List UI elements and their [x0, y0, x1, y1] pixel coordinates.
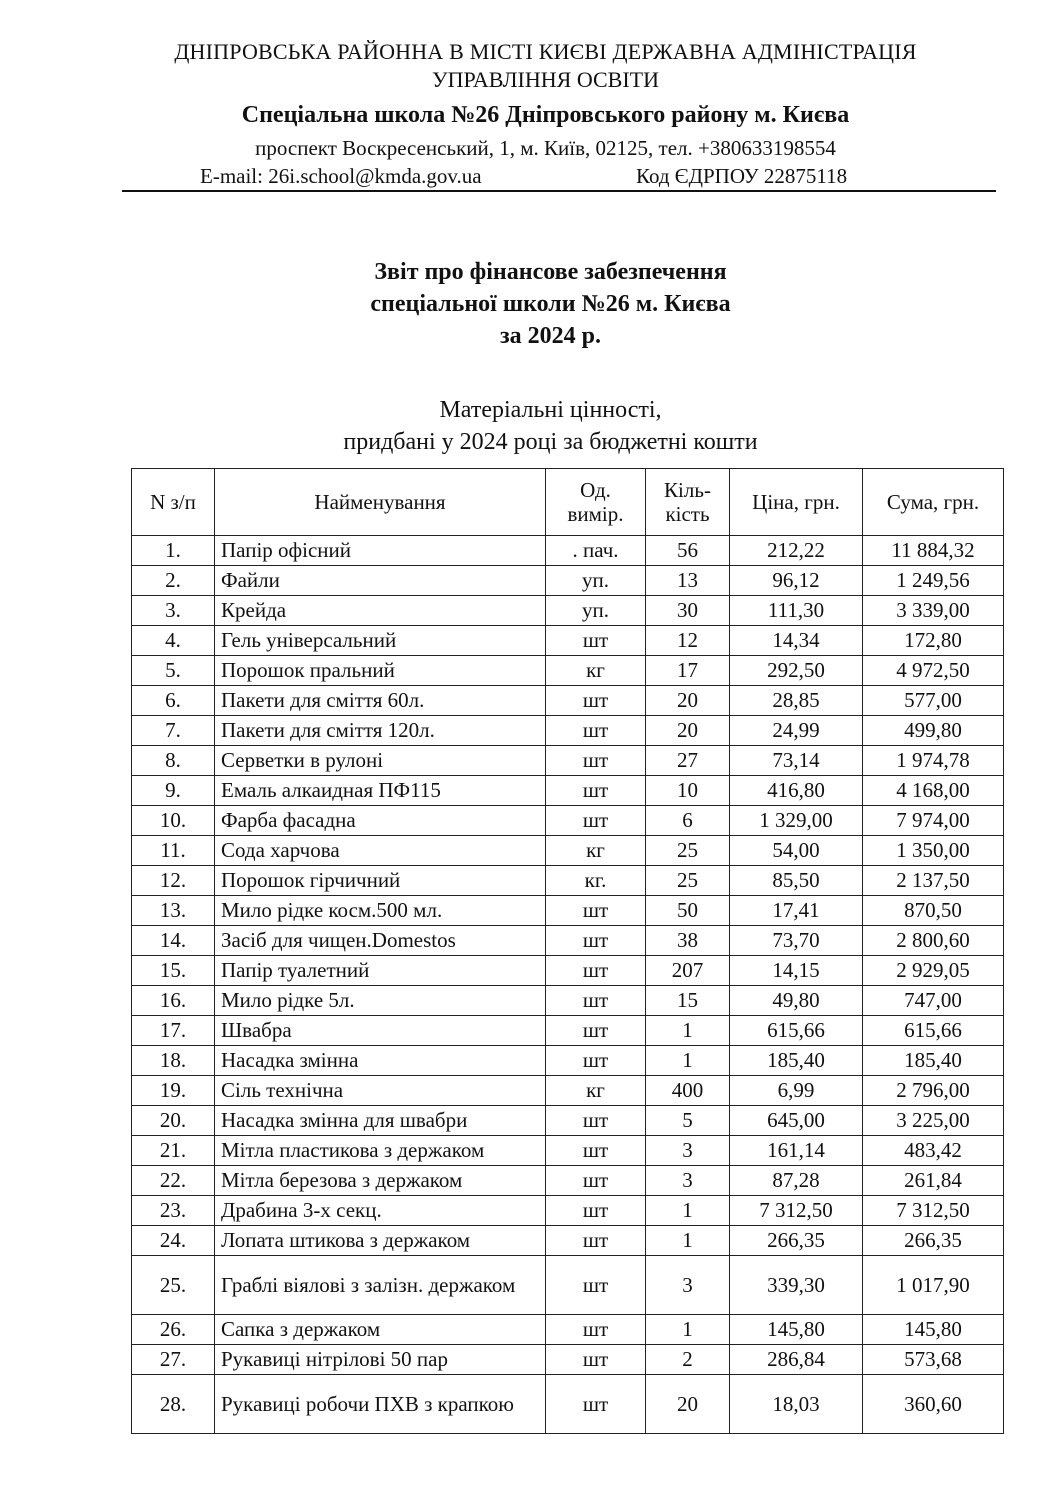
- row-number: 14.: [132, 926, 215, 956]
- item-unit: шт: [546, 896, 646, 926]
- item-sum: 172,80: [863, 626, 1004, 656]
- item-name: Порошок пральний: [215, 656, 546, 686]
- item-price: 1 329,00: [730, 806, 863, 836]
- item-quantity: 10: [646, 776, 730, 806]
- item-price: 85,50: [730, 866, 863, 896]
- row-number: 8.: [132, 746, 215, 776]
- item-price: 286,84: [730, 1345, 863, 1375]
- item-quantity: 20: [646, 1375, 730, 1434]
- item-name: Швабра: [215, 1016, 546, 1046]
- department-name: УПРАВЛІННЯ ОСВІТИ: [432, 67, 659, 92]
- item-name: Насадка змінна: [215, 1046, 546, 1076]
- row-number: 16.: [132, 986, 215, 1016]
- item-sum: 3 339,00: [863, 596, 1004, 626]
- item-quantity: 3: [646, 1136, 730, 1166]
- item-name: Гель універсальний: [215, 626, 546, 656]
- item-price: 14,15: [730, 956, 863, 986]
- row-number: 26.: [132, 1315, 215, 1345]
- item-price: 292,50: [730, 656, 863, 686]
- item-unit: шт: [546, 1375, 646, 1434]
- item-quantity: 3: [646, 1166, 730, 1196]
- item-sum: 2 800,60: [863, 926, 1004, 956]
- item-quantity: 5: [646, 1106, 730, 1136]
- subtitle-line: Матеріальні цінності,: [439, 397, 662, 423]
- item-name: Папір туалетний: [215, 956, 546, 986]
- header-unit-line: Од.: [580, 478, 611, 502]
- item-sum: 2 929,05: [863, 956, 1004, 986]
- item-name: Файли: [215, 566, 546, 596]
- item-name: Мітла березова з держаком: [215, 1166, 546, 1196]
- row-number: 1.: [132, 536, 215, 566]
- item-sum: 2 137,50: [863, 866, 1004, 896]
- item-name: Порошок гірчичний: [215, 866, 546, 896]
- school-name: Спеціальна школа №26 Дніпровського району м. Києва: [241, 102, 850, 128]
- table-row: [132, 1196, 1004, 1226]
- table-row: [132, 566, 1004, 596]
- table-row: [132, 1315, 1004, 1345]
- item-price: 339,30: [730, 1256, 863, 1315]
- item-sum: 185,40: [863, 1046, 1004, 1076]
- item-sum: 1 974,78: [863, 746, 1004, 776]
- item-price: 185,40: [730, 1046, 863, 1076]
- item-quantity: 1: [646, 1016, 730, 1046]
- table-header-row: [132, 469, 1004, 536]
- item-price: 266,35: [730, 1226, 863, 1256]
- item-sum: 266,35: [863, 1226, 1004, 1256]
- item-price: 6,99: [730, 1076, 863, 1106]
- item-price: 17,41: [730, 896, 863, 926]
- item-unit: уп.: [546, 566, 646, 596]
- header-qty-line: кість: [665, 502, 710, 526]
- row-number: 6.: [132, 686, 215, 716]
- table-row: [132, 866, 1004, 896]
- item-quantity: 1: [646, 1046, 730, 1076]
- item-sum: 4 972,50: [863, 656, 1004, 686]
- report-title: [0, 256, 1061, 352]
- item-price: 161,14: [730, 1136, 863, 1166]
- item-quantity: 400: [646, 1076, 730, 1106]
- item-unit: шт: [546, 1315, 646, 1345]
- table-row: [132, 1136, 1004, 1166]
- item-price: 73,14: [730, 746, 863, 776]
- item-unit: кг: [546, 1076, 646, 1106]
- item-price: 145,80: [730, 1315, 863, 1345]
- row-number: 20.: [132, 1106, 215, 1136]
- row-number: 13.: [132, 896, 215, 926]
- table-row: [132, 596, 1004, 626]
- item-name: Мітла пластикова з держаком: [215, 1136, 546, 1166]
- header-unit-line: вимір.: [567, 502, 624, 526]
- table-row: [132, 1016, 1004, 1046]
- item-name: Папір офісний: [215, 536, 546, 566]
- header-name: Найменування: [215, 469, 546, 536]
- row-number: 7.: [132, 716, 215, 746]
- table-row: [132, 656, 1004, 686]
- item-quantity: 13: [646, 566, 730, 596]
- table-row: [132, 896, 1004, 926]
- item-price: 49,80: [730, 986, 863, 1016]
- item-price: 7 312,50: [730, 1196, 863, 1226]
- item-name: Мило рідке косм.500 мл.: [215, 896, 546, 926]
- item-unit: шт: [546, 746, 646, 776]
- table-row: [132, 716, 1004, 746]
- item-unit: шт: [546, 1166, 646, 1196]
- item-unit: шт: [546, 1196, 646, 1226]
- header-sum: Сума, грн.: [863, 469, 1004, 536]
- item-quantity: 3: [646, 1256, 730, 1315]
- item-price: 96,12: [730, 566, 863, 596]
- item-price: 73,70: [730, 926, 863, 956]
- header-divider: [122, 190, 996, 192]
- materials-table: [131, 468, 1004, 1434]
- table-row: [132, 1076, 1004, 1106]
- item-quantity: 207: [646, 956, 730, 986]
- school-email: E-mail: 26i.school@kmda.gov.ua: [200, 164, 482, 188]
- header-num: N з/п: [132, 469, 215, 536]
- item-price: 14,34: [730, 626, 863, 656]
- item-price: 645,00: [730, 1106, 863, 1136]
- item-sum: 11 884,32: [863, 536, 1004, 566]
- item-sum: 7 974,00: [863, 806, 1004, 836]
- item-sum: 4 168,00: [863, 776, 1004, 806]
- item-quantity: 56: [646, 536, 730, 566]
- row-number: 5.: [132, 656, 215, 686]
- report-title-line: Звіт про фінансове забезпечення: [374, 259, 727, 285]
- item-unit: шт: [546, 926, 646, 956]
- administration-name: ДНІПРОВСЬКА РАЙОННА В МІСТІ КИЄВІ ДЕРЖАВНА АДМІНІСТРАЦІЯ: [174, 39, 917, 64]
- item-quantity: 12: [646, 626, 730, 656]
- item-name: Емаль алкаидная ПФ115: [215, 776, 546, 806]
- item-name: Лопата штикова з держаком: [215, 1226, 546, 1256]
- item-name: Насадка змінна для швабри: [215, 1106, 546, 1136]
- table-row: [132, 536, 1004, 566]
- item-name: Сода харчова: [215, 836, 546, 866]
- item-unit: шт: [546, 1226, 646, 1256]
- table-row: [132, 986, 1004, 1016]
- item-unit: кг.: [546, 866, 646, 896]
- item-quantity: 1: [646, 1226, 730, 1256]
- contacts-line: [0, 162, 1061, 190]
- item-unit: шт: [546, 1136, 646, 1166]
- item-quantity: 50: [646, 896, 730, 926]
- table-body: [132, 536, 1004, 1434]
- table-row: [132, 1345, 1004, 1375]
- school-address: проспект Воскресенський, 1, м. Київ, 02125, тел. +380633198554: [255, 136, 836, 160]
- item-price: 24,99: [730, 716, 863, 746]
- item-unit: кг: [546, 656, 646, 686]
- table-row: [132, 1046, 1004, 1076]
- row-number: 9.: [132, 776, 215, 806]
- item-unit: . пач.: [546, 536, 646, 566]
- report-title-line: спеціальної школи №26 м. Києва: [370, 291, 731, 317]
- row-number: 10.: [132, 806, 215, 836]
- row-number: 22.: [132, 1166, 215, 1196]
- item-price: 615,66: [730, 1016, 863, 1046]
- table-row: [132, 926, 1004, 956]
- item-price: 111,30: [730, 596, 863, 626]
- item-unit: шт: [546, 1046, 646, 1076]
- item-price: 87,28: [730, 1166, 863, 1196]
- table-row: [132, 1375, 1004, 1434]
- row-number: 23.: [132, 1196, 215, 1226]
- header-unit: [546, 469, 646, 536]
- item-quantity: 15: [646, 986, 730, 1016]
- row-number: 18.: [132, 1046, 215, 1076]
- item-sum: 261,84: [863, 1166, 1004, 1196]
- item-sum: 2 796,00: [863, 1076, 1004, 1106]
- row-number: 17.: [132, 1016, 215, 1046]
- subtitle-line: придбані у 2024 році за бюджетні кошти: [343, 429, 758, 455]
- row-number: 12.: [132, 866, 215, 896]
- row-number: 15.: [132, 956, 215, 986]
- item-sum: 573,68: [863, 1345, 1004, 1375]
- item-name: Крейда: [215, 596, 546, 626]
- item-quantity: 30: [646, 596, 730, 626]
- table-row: [132, 1106, 1004, 1136]
- item-sum: 499,80: [863, 716, 1004, 746]
- item-name: Пакети для сміття 60л.: [215, 686, 546, 716]
- item-name: Пакети для сміття 120л.: [215, 716, 546, 746]
- item-quantity: 6: [646, 806, 730, 836]
- item-sum: 577,00: [863, 686, 1004, 716]
- letterhead: [0, 38, 1061, 190]
- item-price: 28,85: [730, 686, 863, 716]
- header-qty: [646, 469, 730, 536]
- item-unit: шт: [546, 776, 646, 806]
- item-price: 54,00: [730, 836, 863, 866]
- item-unit: шт: [546, 1016, 646, 1046]
- item-name: Серветки в рулоні: [215, 746, 546, 776]
- item-quantity: 38: [646, 926, 730, 956]
- item-price: 416,80: [730, 776, 863, 806]
- table-row: [132, 686, 1004, 716]
- item-price: 212,22: [730, 536, 863, 566]
- item-quantity: 1: [646, 1196, 730, 1226]
- item-unit: кг: [546, 836, 646, 866]
- item-unit: шт: [546, 986, 646, 1016]
- item-name: Засіб для чищен.Domestos: [215, 926, 546, 956]
- item-unit: шт: [546, 1345, 646, 1375]
- item-name: Рукавиці робочи ПХВ з крапкою: [215, 1375, 546, 1434]
- item-sum: 1 017,90: [863, 1256, 1004, 1315]
- row-number: 27.: [132, 1345, 215, 1375]
- table-row: [132, 626, 1004, 656]
- table-row: [132, 836, 1004, 866]
- row-number: 28.: [132, 1375, 215, 1434]
- section-subtitle: [0, 394, 1061, 458]
- table-row: [132, 746, 1004, 776]
- item-sum: 483,42: [863, 1136, 1004, 1166]
- table-row: [132, 1226, 1004, 1256]
- header-price: Ціна, грн.: [730, 469, 863, 536]
- row-number: 24.: [132, 1226, 215, 1256]
- item-sum: 1 249,56: [863, 566, 1004, 596]
- item-sum: 7 312,50: [863, 1196, 1004, 1226]
- row-number: 25.: [132, 1256, 215, 1315]
- row-number: 3.: [132, 596, 215, 626]
- item-quantity: 25: [646, 866, 730, 896]
- row-number: 19.: [132, 1076, 215, 1106]
- item-quantity: 20: [646, 686, 730, 716]
- item-sum: 3 225,00: [863, 1106, 1004, 1136]
- item-unit: шт: [546, 1256, 646, 1315]
- item-unit: шт: [546, 806, 646, 836]
- row-number: 21.: [132, 1136, 215, 1166]
- item-quantity: 2: [646, 1345, 730, 1375]
- item-sum: 747,00: [863, 986, 1004, 1016]
- item-quantity: 17: [646, 656, 730, 686]
- item-unit: шт: [546, 956, 646, 986]
- item-sum: 360,60: [863, 1375, 1004, 1434]
- report-title-line: за 2024 р.: [500, 323, 601, 349]
- table-row: [132, 806, 1004, 836]
- item-unit: шт: [546, 716, 646, 746]
- header-qty-line: Кіль-: [664, 478, 711, 502]
- table-row: [132, 1166, 1004, 1196]
- item-name: Сіль технічна: [215, 1076, 546, 1106]
- item-price: 18,03: [730, 1375, 863, 1434]
- item-quantity: 25: [646, 836, 730, 866]
- item-unit: шт: [546, 686, 646, 716]
- table-row: [132, 956, 1004, 986]
- item-sum: 1 350,00: [863, 836, 1004, 866]
- item-name: Граблі віялові з залізн. держаком: [215, 1256, 546, 1315]
- item-name: Сапка з держаком: [215, 1315, 546, 1345]
- item-unit: уп.: [546, 596, 646, 626]
- item-sum: 145,80: [863, 1315, 1004, 1345]
- table-row: [132, 776, 1004, 806]
- item-quantity: 20: [646, 716, 730, 746]
- item-unit: шт: [546, 1106, 646, 1136]
- row-number: 4.: [132, 626, 215, 656]
- item-quantity: 27: [646, 746, 730, 776]
- item-name: Мило рідке 5л.: [215, 986, 546, 1016]
- item-name: Драбина 3-х секц.: [215, 1196, 546, 1226]
- row-number: 11.: [132, 836, 215, 866]
- edrpou-code: Код ЄДРПОУ 22875118: [636, 164, 848, 188]
- row-number: 2.: [132, 566, 215, 596]
- item-name: Рукавиці нітрілові 50 пар: [215, 1345, 546, 1375]
- item-quantity: 1: [646, 1315, 730, 1345]
- item-unit: шт: [546, 626, 646, 656]
- item-sum: 870,50: [863, 896, 1004, 926]
- table-row: [132, 1256, 1004, 1315]
- item-sum: 615,66: [863, 1016, 1004, 1046]
- item-name: Фарба фасадна: [215, 806, 546, 836]
